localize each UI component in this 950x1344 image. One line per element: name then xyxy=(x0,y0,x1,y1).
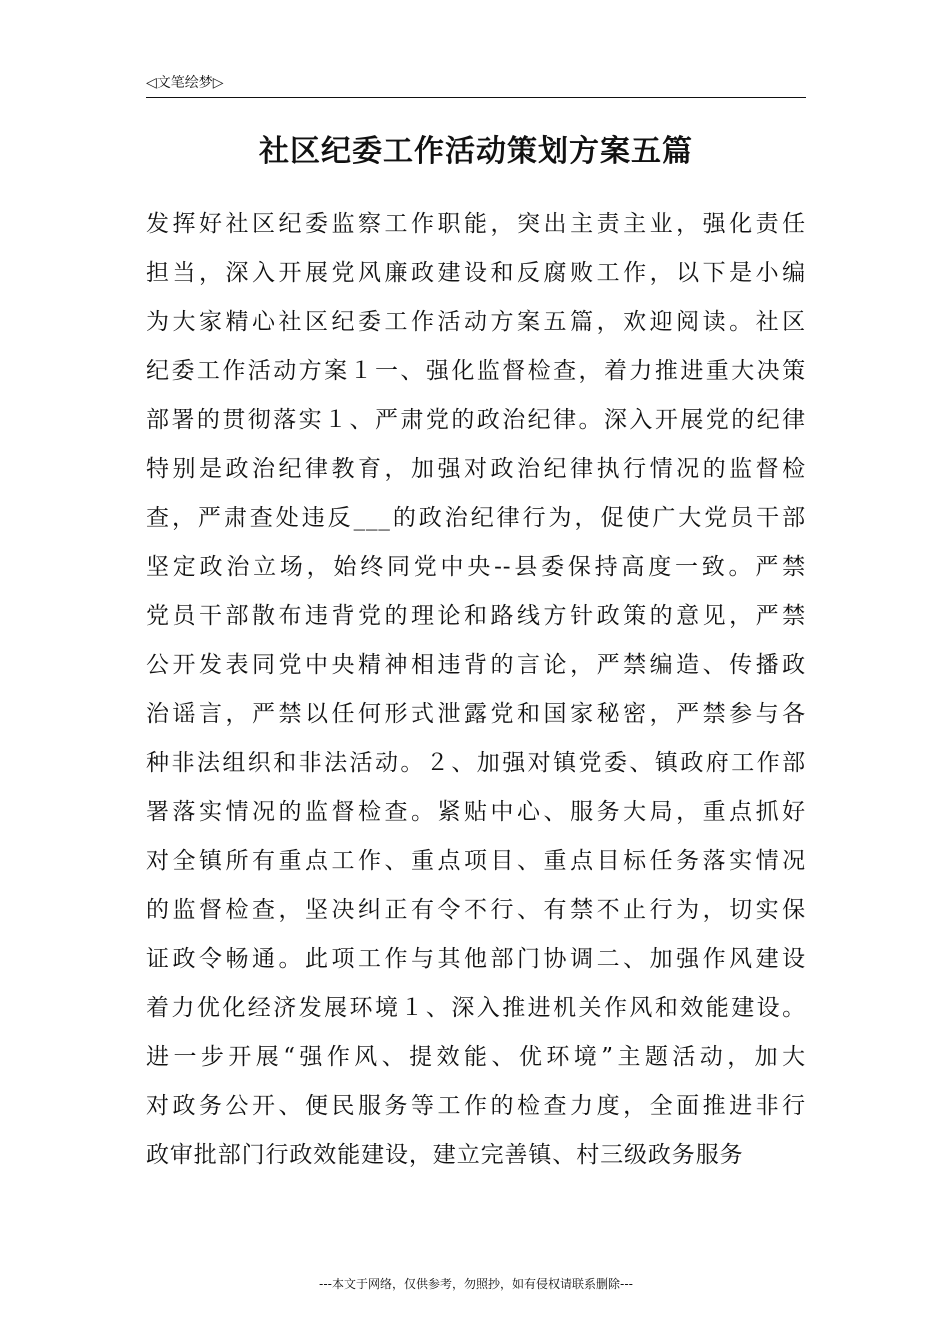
body-line: 着力优化经济发展环境１、深入推进机关作风和效能建设。 xyxy=(146,995,806,1021)
footer-disclaimer: ---本文于网络，仅供参考，勿照抄，如有侵权请联系删除--- xyxy=(319,1277,633,1291)
body-line: 进一步开展“强作风、提效能、优环境”主题活动，加大 xyxy=(146,1044,806,1070)
document-body xyxy=(146,200,806,1180)
body-line: 的监督检查，坚决纠正有令不行、有禁不止行为，切实保 xyxy=(146,897,806,923)
body-line: 证政令畅通。此项工作与其他部门协调二、加强作风建设 xyxy=(146,946,806,972)
body-line: 党员干部散布违背党的理论和路线方针政策的意见，严禁 xyxy=(146,603,806,629)
body-line: 特别是政治纪律教育，加强对政治纪律执行情况的监督检 xyxy=(146,456,806,482)
body-line: 政审批部门行政效能建设，建立完善镇、村三级政务服务 xyxy=(146,1142,744,1168)
body-line: 署落实情况的监督检查。紧贴中心、服务大局，重点抓好 xyxy=(146,799,806,825)
header-divider xyxy=(146,97,806,98)
body-line: 对政务公开、便民服务等工作的检查力度，全面推进非行 xyxy=(146,1093,806,1119)
body-line: 治谣言，严禁以任何形式泄露党和国家秘密，严禁参与各 xyxy=(146,701,806,727)
body-line: 纪委工作活动方案１一、强化监督检查，着力推进重大决策 xyxy=(146,358,806,384)
body-line: 部署的贯彻落实１、严肃党的政治纪律。深入开展党的纪律 xyxy=(146,407,806,433)
body-line: 公开发表同党中央精神相违背的言论，严禁编造、传播政 xyxy=(146,652,806,678)
body-line: 查，严肃查处违反___的政治纪律行为，促使广大党员干部 xyxy=(146,505,806,531)
body-line: 为大家精心社区纪委工作活动方案五篇，欢迎阅读。社区 xyxy=(146,309,806,335)
header-mark: ◁文笔绘梦▷ xyxy=(146,75,224,91)
body-line: 对全镇所有重点工作、重点项目、重点目标任务落实情况 xyxy=(146,848,806,874)
document-title: 社区纪委工作活动策划方案五篇 xyxy=(259,134,693,169)
body-line: 坚定政治立场，始终同党中央--县委保持高度一致。严禁 xyxy=(146,554,806,580)
body-line: 发挥好社区纪委监察工作职能，突出主责主业，强化责任 xyxy=(146,211,806,237)
body-line: 种非法组织和非法活动。２、加强对镇党委、镇政府工作部 xyxy=(146,750,806,776)
body-line: 担当，深入开展党风廉政建设和反腐败工作，以下是小编 xyxy=(146,260,806,286)
